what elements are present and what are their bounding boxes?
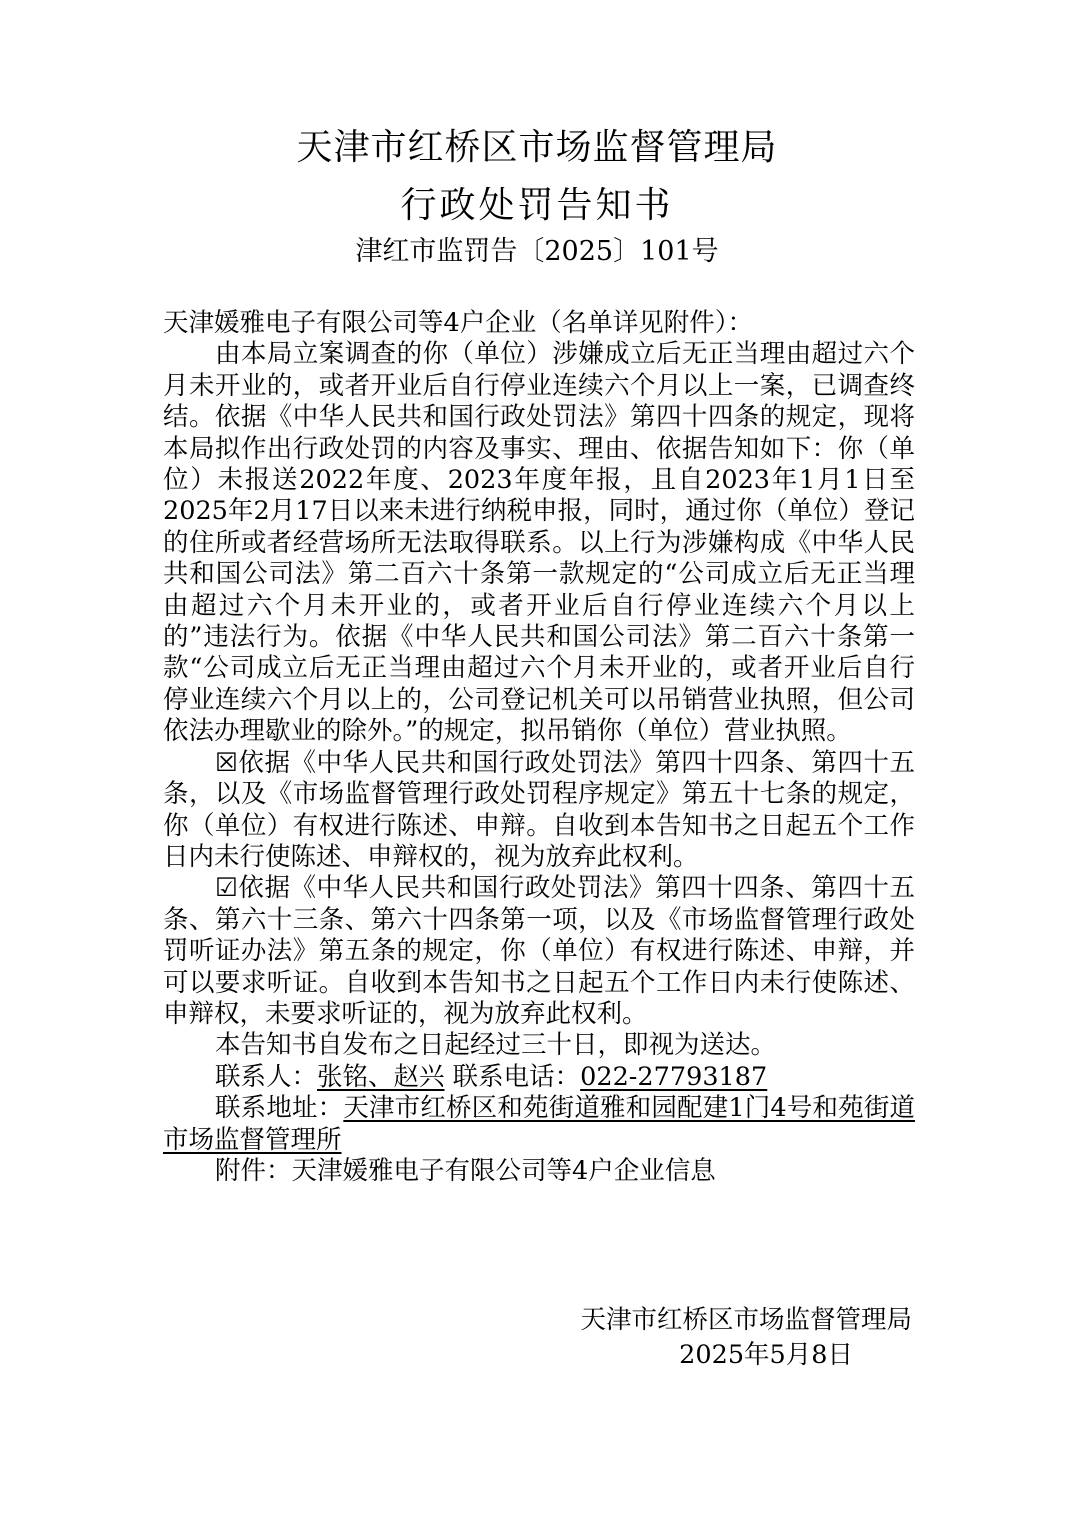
document-number: 津红市监罚告〔2025〕101号 — [355, 236, 719, 267]
attachment-line: 附件：天津媛雅电子有限公司等4户企业信息 — [215, 1155, 716, 1186]
contact-phone-label: 联系电话： — [444, 1061, 581, 1092]
checkbox-checked-icon: ☑ — [215, 873, 238, 904]
contact-address: 天津市红桥区和苑街道雅和园配建1门4号和苑街道市场监督管理所 — [163, 1093, 915, 1155]
signature-agency: 天津市红桥区市场监督管理局 — [580, 1305, 912, 1335]
statement-right-text: 依据《中华人民共和国行政处罚法》第四十四条、第四十五条，以及《市场监督管理行政处罚程序规定》第五十七条的规定，你（单位）有权进行陈述、申辩。自收到本告知书之日起五个工作日内未行使陈述、申辩权的，视为放弃此权利。 — [163, 747, 915, 872]
document-title: 行政处罚告知书 — [400, 185, 674, 226]
contact-person: 张铭、赵兴 — [317, 1061, 445, 1092]
notice-body — [163, 308, 915, 1187]
contact-address-label: 联系地址： — [215, 1093, 344, 1124]
signature-date: 2025年5月8日 — [679, 1340, 853, 1370]
statement-right-paragraph — [163, 748, 915, 874]
contact-person-label: 联系人： — [215, 1061, 318, 1092]
agency-title: 天津市红桥区市场监督管理局 — [296, 127, 778, 168]
checkbox-crossed-icon: ☒ — [215, 747, 238, 778]
contact-phone: 022-27793187 — [580, 1061, 768, 1092]
address-line — [163, 1093, 915, 1156]
contact-line — [163, 1062, 915, 1093]
addressee: 天津媛雅电子有限公司等4户企业（名单详见附件）： — [163, 308, 753, 338]
hearing-right-paragraph — [163, 873, 915, 1030]
delivery-note: 本告知书自发布之日起经过三十日，即视为送达。 — [215, 1030, 777, 1061]
hearing-right-text: 依据《中华人民共和国行政处罚法》第四十四条、第四十五条、第六十三条、第六十四条第一项，以及《市场监督管理行政处罚听证办法》第五条的规定，你（单位）有权进行陈述、申辩，并可以要求听证。自收到本告知书之日起五个工作日内未行使陈述、申辩权，未要求听证的，视为放弃此权利。 — [163, 873, 915, 1029]
main-paragraph: 由本局立案调查的你（单位）涉嫌成立后无正当理由超过六个月未开业的，或者开业后自行停业连续六个月以上一案，已调查终结。依据《中华人民共和国行政处罚法》第四十四条的规定，现将本局拟作出行政处罚的内容及事实、理由、依据告知如下：你（单位）未报送2022年度、2023年度年报，且自2023年1月1日至2025年2月17日以来未进行纳税申报，同时，通过你（单位）登记的住所或者经营场所无法取得联系。以上行为涉嫌构成《中华人民共和国公司法》第二百六十条第一款规定的“公司成立后无正当理由超过六个月未开业的，或者开业后自行停业连续六个月以上的”违法行为。依据《中华人民共和国公司法》第二百六十条第一款“公司成立后无正当理由超过六个月未开业的，或者开业后自行停业连续六个月以上的，公司登记机关可以吊销营业执照，但公司依法办理歇业的除外。”的规定，拟吊销你（单位）营业执照。 — [163, 339, 915, 747]
